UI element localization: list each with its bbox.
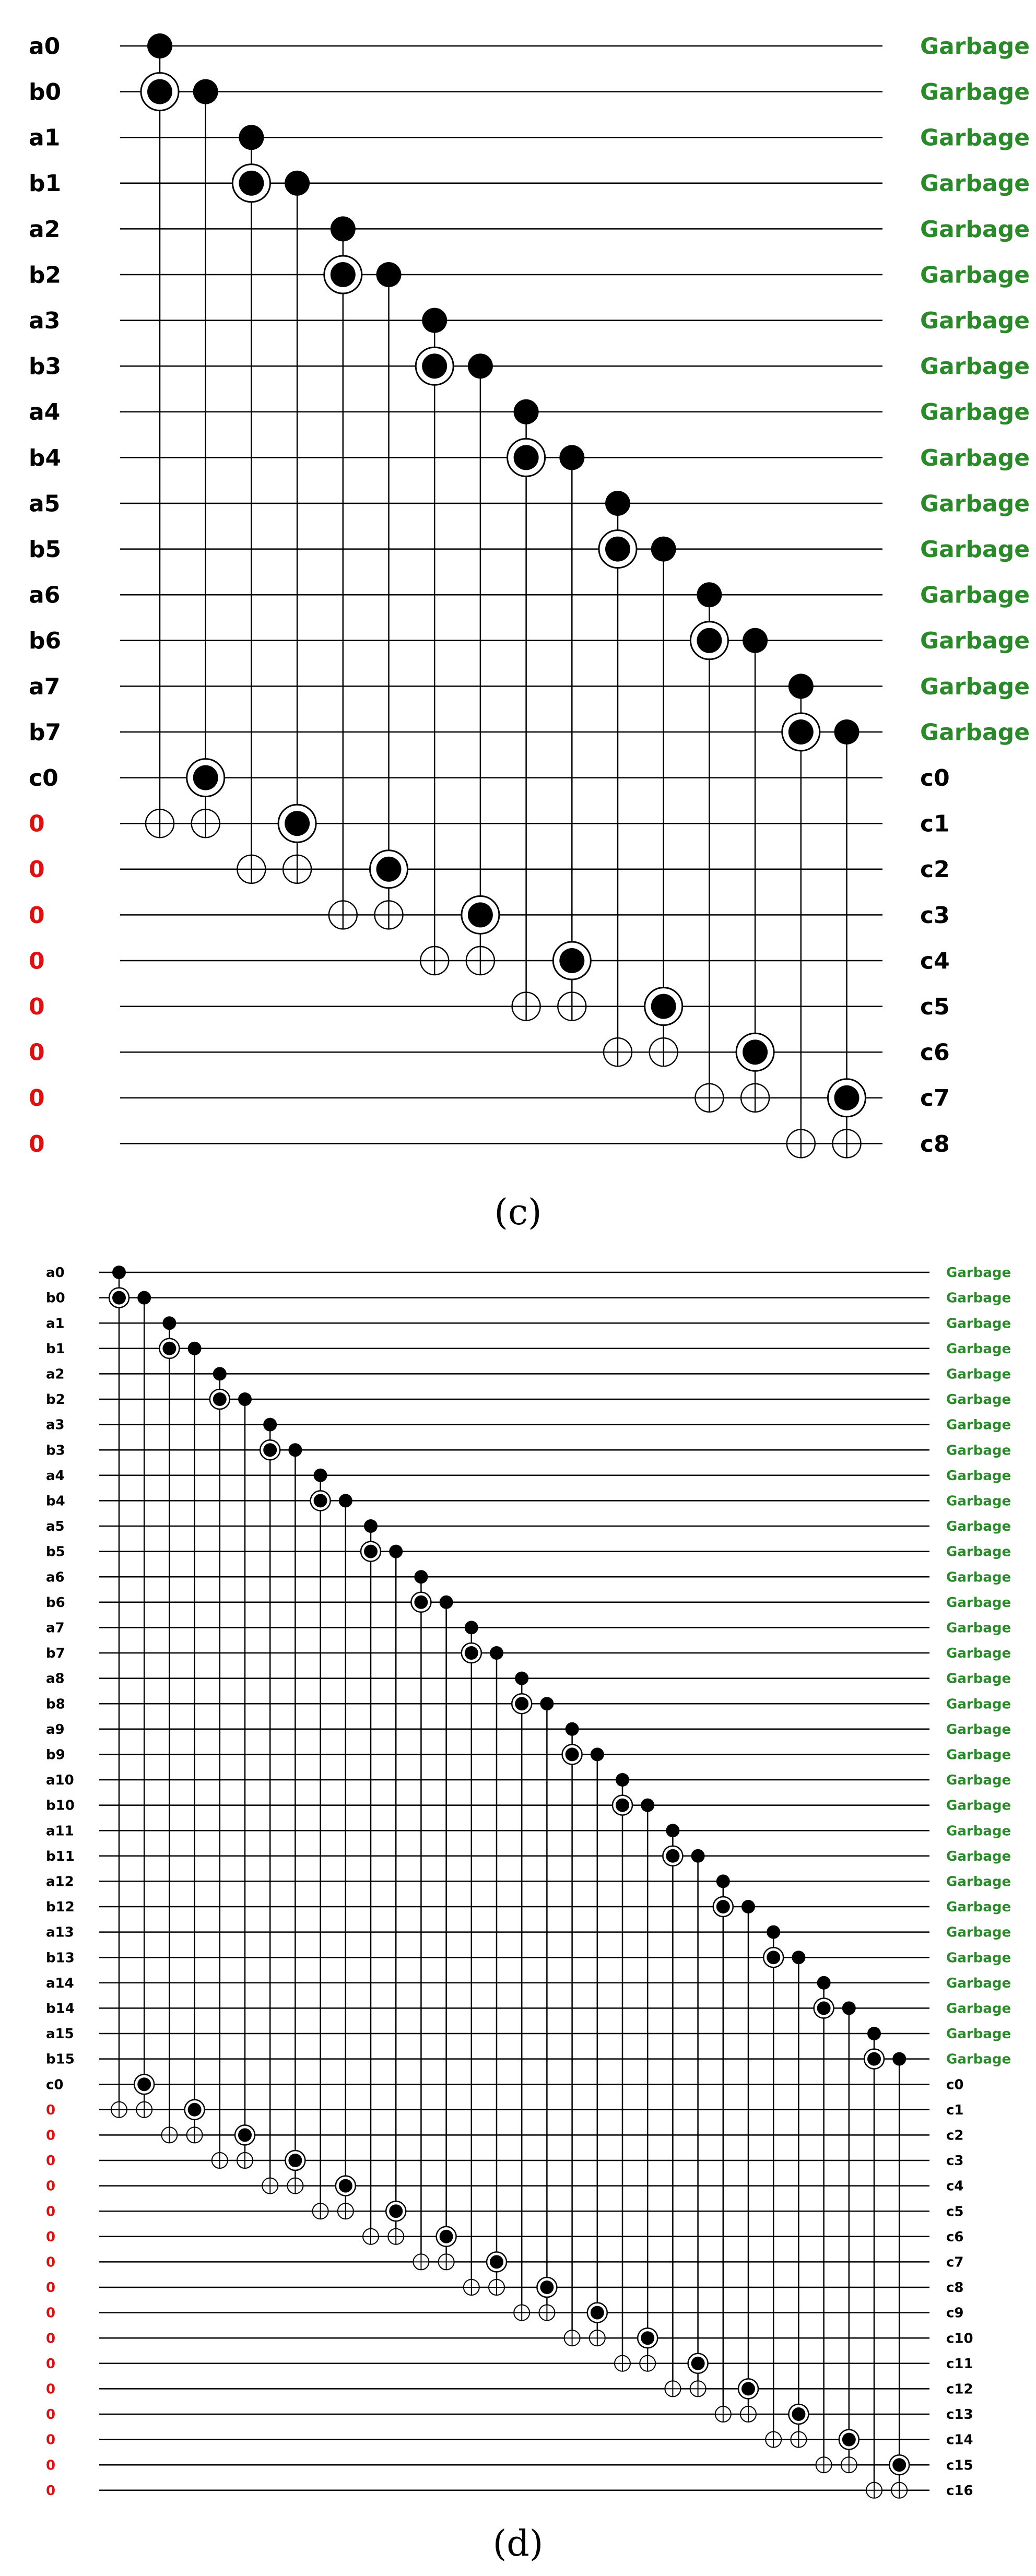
- panel-d-control-dot: [288, 1443, 302, 1457]
- panel-c-output-label: Garbage: [920, 582, 1030, 609]
- panel-d-input-label: 0: [46, 2254, 56, 2271]
- panel-d-output-label: Garbage: [946, 1316, 1011, 1332]
- panel-d-input-label: 0: [46, 2432, 56, 2448]
- panel-d-input-label: b8: [46, 1696, 65, 1712]
- panel-d-output-label: Garbage: [946, 2051, 1011, 2067]
- panel-d-input-label: b7: [46, 1646, 65, 1662]
- panel-c-input-label: 0: [29, 994, 45, 1020]
- panel-d-control-dot: [389, 2204, 403, 2218]
- panel-d-output-label: c7: [946, 2254, 964, 2271]
- panel-d-output-label: Garbage: [946, 1747, 1011, 1763]
- panel-d-output-label: c12: [946, 2381, 973, 2397]
- panel-c-input-label: b6: [29, 628, 62, 655]
- panel-d-input-label: b5: [46, 1544, 65, 1560]
- panel-c-input-label: 0: [29, 1130, 45, 1157]
- panel-d-control-dot: [641, 1799, 654, 1812]
- panel-d-output-label: c3: [946, 2153, 964, 2169]
- panel-d-input-label: a1: [46, 1316, 65, 1332]
- panel-c-input-label: 0: [29, 948, 45, 975]
- panel-c-input-label: b7: [29, 719, 62, 746]
- panel-d-control-dot: [188, 2103, 202, 2117]
- panel-c-control-dot: [285, 811, 310, 836]
- panel-c-control-dot: [651, 994, 676, 1019]
- panel-d-output-label: c9: [946, 2305, 964, 2321]
- panel-d-output-label: Garbage: [946, 2026, 1011, 2042]
- panel-c-control-dot: [605, 491, 630, 516]
- panel-c-input-label: b3: [29, 353, 62, 380]
- panel-c-output-label: Garbage: [920, 353, 1030, 380]
- panel-d-input-label: 0: [46, 2356, 56, 2372]
- panel-d-control-dot: [540, 2280, 554, 2294]
- panel-d-control-dot: [817, 2001, 831, 2015]
- panel-d-control-dot: [767, 1951, 780, 1964]
- panel-d-output-label: Garbage: [946, 1646, 1011, 1662]
- panel-d-input-label: b2: [46, 1392, 65, 1408]
- panel-c-input-label: b4: [29, 444, 62, 471]
- panel-d-control-dot: [263, 1418, 277, 1432]
- panel-d-control-dot: [213, 1367, 227, 1380]
- panel-c-control-dot: [422, 353, 447, 379]
- panel-d-output-label: Garbage: [946, 1341, 1011, 1357]
- panel-d-output-label: Garbage: [946, 1417, 1011, 1433]
- panel-d-control-dot: [238, 1392, 252, 1406]
- panel-c-input-label: c0: [29, 765, 58, 791]
- panel-d-output-label: Garbage: [946, 1899, 1011, 1916]
- panel-d-output-label: c11: [946, 2356, 973, 2372]
- panel-d-input-label: b6: [46, 1594, 65, 1611]
- panel-c-control-dot: [788, 673, 814, 699]
- panel-d-control-dot: [691, 1849, 705, 1863]
- panel-d-output-label: c6: [946, 2229, 964, 2245]
- panel-d-input-label: a8: [46, 1671, 65, 1687]
- panel-d-input-label: c0: [46, 2077, 64, 2093]
- panel-d-input-label: 0: [46, 2381, 56, 2397]
- panel-d-input-label: 0: [46, 2305, 56, 2321]
- panel-d-control-dot: [892, 2052, 906, 2066]
- panel-d-control-dot: [137, 1291, 151, 1305]
- panel-c-control-dot: [834, 719, 860, 745]
- panel-c-input-label: 0: [29, 1085, 45, 1112]
- panel-d-output-label: Garbage: [946, 1975, 1011, 1991]
- panel-d-output-label: Garbage: [946, 1823, 1011, 1839]
- panel-d-input-label: b3: [46, 1443, 65, 1459]
- panel-d-output-label: c1: [946, 2102, 964, 2118]
- panel-d-control-dot: [842, 2433, 856, 2447]
- panel-c-input-label: 0: [29, 1039, 45, 1066]
- panel-d-output-label: Garbage: [946, 1443, 1011, 1459]
- panel-c-control-dot: [147, 79, 172, 104]
- panel-c-control-dot: [559, 445, 584, 470]
- panel-c-output-label: Garbage: [920, 216, 1030, 243]
- panel-d-input-label: 0: [46, 2153, 56, 2169]
- panel-d-input-label: 0: [46, 2483, 56, 2499]
- panel-d-input-label: b1: [46, 1341, 65, 1357]
- panel-c-output-label: c3: [920, 902, 950, 929]
- panel-d-output-label: c16: [946, 2483, 973, 2499]
- panel-d-output-label: Garbage: [946, 1848, 1011, 1864]
- panel-d-control-dot: [792, 2407, 805, 2421]
- panel-d-input-label: a0: [46, 1265, 65, 1281]
- panel-c-output-label: c8: [920, 1130, 950, 1157]
- panel-d-output-label: Garbage: [946, 1874, 1011, 1890]
- panel-d-control-dot: [741, 1900, 755, 1913]
- panel-d-control-dot: [440, 2230, 453, 2243]
- panel-c-caption: (c): [494, 1192, 542, 1233]
- panel-d-control-dot: [867, 2052, 881, 2066]
- panel-d-control-dot: [314, 1494, 327, 1507]
- panel-d-control-dot: [566, 1722, 579, 1736]
- panel-c-output-label: c5: [920, 994, 950, 1020]
- panel-c-input-label: 0: [29, 902, 45, 929]
- panel-d-output-label: Garbage: [946, 1594, 1011, 1611]
- panel-d-input-label: 0: [46, 2280, 56, 2296]
- panel-d-output-label: Garbage: [946, 2001, 1011, 2017]
- panel-d-input-label: a9: [46, 1721, 65, 1738]
- panel-d-input-label: a10: [46, 1773, 74, 1789]
- panel-d-control-dot: [364, 1545, 378, 1558]
- panel-d-control-dot: [666, 1849, 679, 1863]
- panel-d-control-dot: [591, 1747, 604, 1761]
- panel-c-control-dot: [193, 765, 218, 790]
- panel-c-control-dot: [376, 262, 402, 287]
- panel-d-output-label: Garbage: [946, 1265, 1011, 1281]
- panel-d-control-dot: [339, 1494, 352, 1507]
- panel-c-input-label: b1: [29, 170, 62, 197]
- panel-d-control-dot: [389, 1545, 403, 1558]
- panel-c-output-label: c6: [920, 1039, 950, 1066]
- panel-c-control-dot: [743, 628, 768, 653]
- panel-d-input-label: a6: [46, 1569, 65, 1586]
- panel-d-output-label: Garbage: [946, 1620, 1011, 1636]
- panel-d-control-dot: [414, 1596, 428, 1609]
- panel-d-output-label: c13: [946, 2407, 973, 2423]
- panel-d-control-dot: [842, 2001, 856, 2015]
- panel-c-input-label: a3: [29, 308, 61, 334]
- panel-c-control-dot: [422, 308, 447, 333]
- panel-d-control-dot: [716, 1900, 730, 1913]
- panel-c-input-label: a7: [29, 673, 61, 700]
- panel-c-control-dot: [468, 902, 493, 927]
- panel-d-control-dot: [414, 1570, 428, 1584]
- panel-d-control-dot: [892, 2458, 906, 2472]
- panel-d-caption: (d): [492, 2523, 544, 2565]
- panel-d-circuit: [46, 1265, 1011, 2499]
- panel-d-input-label: b10: [46, 1798, 75, 1814]
- panel-d-output-label: Garbage: [946, 1366, 1011, 1382]
- panel-c-control-dot: [743, 1039, 768, 1065]
- panel-d-control-dot: [364, 1519, 378, 1533]
- panel-d-output-label: c0: [946, 2077, 964, 2093]
- panel-d-control-dot: [465, 1621, 478, 1634]
- panel-d-input-label: 0: [46, 2204, 56, 2220]
- panel-d-output-label: Garbage: [946, 1468, 1011, 1484]
- panel-d-output-label: Garbage: [946, 1671, 1011, 1687]
- panel-d-output-label: Garbage: [946, 1773, 1011, 1789]
- panel-c-output-label: c7: [920, 1085, 950, 1112]
- panel-d-input-label: b14: [46, 2001, 75, 2017]
- panel-d-input-label: a4: [46, 1468, 65, 1484]
- panel-d-input-label: a2: [46, 1366, 65, 1382]
- panel-c-circuit: [29, 33, 1030, 1157]
- panel-d-input-label: 0: [46, 2102, 56, 2118]
- panel-c-output-label: Garbage: [920, 490, 1030, 517]
- panel-d-control-dot: [490, 1646, 503, 1660]
- panel-d-input-label: b15: [46, 2051, 75, 2067]
- panel-c-control-dot: [331, 216, 356, 241]
- panel-c-input-label: b0: [29, 79, 62, 105]
- panel-c-input-label: b5: [29, 536, 62, 563]
- panel-d-input-label: 0: [46, 2128, 56, 2144]
- panel-d-control-dot: [112, 1291, 126, 1305]
- panel-d-control-dot: [515, 1697, 528, 1710]
- panel-c-output-label: Garbage: [920, 673, 1030, 700]
- panel-d-input-label: a5: [46, 1519, 65, 1535]
- panel-c-output-label: c4: [920, 948, 950, 975]
- panel-d-output-label: c15: [946, 2457, 973, 2474]
- panel-d-output-label: Garbage: [946, 1493, 1011, 1509]
- panel-d-control-dot: [666, 1824, 679, 1837]
- panel-d-control-dot: [741, 2382, 755, 2395]
- panel-c-control-dot: [651, 537, 676, 562]
- panel-d-control-dot: [339, 2179, 352, 2193]
- panel-d-input-label: a13: [46, 1924, 74, 1941]
- panel-d-output-label: Garbage: [946, 1696, 1011, 1712]
- panel-d-output-label: Garbage: [946, 1290, 1011, 1306]
- panel-d-control-dot: [162, 1316, 176, 1330]
- panel-c-control-dot: [285, 171, 310, 196]
- panel-c-output-label: Garbage: [920, 170, 1030, 197]
- panel-c-control-dot: [834, 1085, 860, 1110]
- panel-d-control-dot: [616, 1773, 629, 1787]
- panel-c-control-dot: [147, 33, 172, 58]
- panel-d-control-dot: [616, 1799, 629, 1812]
- panel-d-input-label: 0: [46, 2331, 56, 2347]
- panel-d-input-label: 0: [46, 2229, 56, 2245]
- panel-c-input-label: a6: [29, 582, 61, 609]
- panel-d-control-dot: [440, 1596, 453, 1609]
- panel-c-output-label: Garbage: [920, 308, 1030, 334]
- panel-d-input-label: b0: [46, 1290, 65, 1306]
- panel-d-input-label: a11: [46, 1823, 74, 1839]
- panel-d-output-label: c14: [946, 2432, 973, 2448]
- panel-c-output-label: Garbage: [920, 444, 1030, 471]
- panel-d-output-label: Garbage: [946, 1544, 1011, 1560]
- panel-d-control-dot: [817, 1976, 831, 1990]
- panel-d-control-dot: [162, 1342, 176, 1355]
- panel-d-control-dot: [767, 1925, 780, 1939]
- panel-d-input-label: b11: [46, 1848, 75, 1864]
- panel-d-output-label: Garbage: [946, 1519, 1011, 1535]
- panel-d-control-dot: [112, 1266, 126, 1279]
- panel-c-control-dot: [559, 948, 584, 973]
- panel-d-control-dot: [465, 1646, 478, 1660]
- panel-d-output-label: c4: [946, 2178, 964, 2194]
- panel-c-output-label: Garbage: [920, 719, 1030, 746]
- panel-d-control-dot: [515, 1672, 528, 1685]
- panel-d-input-label: a15: [46, 2026, 74, 2042]
- panel-d-output-label: c8: [946, 2280, 964, 2296]
- panel-d-output-label: c5: [946, 2204, 964, 2220]
- panel-d-control-dot: [691, 2357, 705, 2370]
- panel-d-input-label: a14: [46, 1975, 74, 1991]
- panel-d-input-label: 0: [46, 2407, 56, 2423]
- panel-d-output-label: c10: [946, 2331, 973, 2347]
- panel-c-input-label: a1: [29, 124, 61, 151]
- panel-d-control-dot: [716, 1874, 730, 1888]
- panel-c-output-label: c0: [920, 765, 950, 791]
- panel-c-control-dot: [376, 857, 402, 882]
- panel-c-input-label: a0: [29, 33, 61, 60]
- panel-c-control-dot: [697, 582, 722, 607]
- panel-d-control-dot: [867, 2027, 881, 2040]
- panel-d-output-label: Garbage: [946, 1569, 1011, 1586]
- panel-c-input-label: a5: [29, 490, 61, 517]
- panel-c-output-label: Garbage: [920, 33, 1030, 60]
- panel-d-control-dot: [213, 1392, 227, 1406]
- panel-c-control-dot: [605, 537, 630, 562]
- panel-c-input-label: a4: [29, 399, 61, 426]
- panel-c-control-dot: [468, 353, 493, 379]
- panel-c-output-label: Garbage: [920, 628, 1030, 655]
- panel-d-control-dot: [490, 2255, 503, 2268]
- panel-c-control-dot: [697, 628, 722, 653]
- panel-c-control-dot: [193, 79, 218, 104]
- panel-c-output-label: Garbage: [920, 262, 1030, 289]
- panel-d-input-label: b13: [46, 1950, 75, 1966]
- panel-c-output-label: Garbage: [920, 399, 1030, 426]
- panel-d-control-dot: [137, 2077, 151, 2091]
- panel-d-control-dot: [263, 1443, 277, 1457]
- panel-d-output-label: Garbage: [946, 1392, 1011, 1408]
- panel-d-control-dot: [641, 2331, 654, 2345]
- panel-c-control-dot: [514, 399, 539, 424]
- panel-d-control-dot: [591, 2306, 604, 2320]
- panel-d-output-label: Garbage: [946, 1924, 1011, 1941]
- panel-d-control-dot: [238, 2128, 252, 2142]
- panel-d-input-label: 0: [46, 2457, 56, 2474]
- panel-d-output-label: c2: [946, 2128, 964, 2144]
- panel-c-control-dot: [331, 262, 356, 287]
- panel-c-output-label: Garbage: [920, 79, 1030, 105]
- panel-d-output-label: Garbage: [946, 1950, 1011, 1966]
- panel-d-control-dot: [188, 1342, 202, 1355]
- panel-d-output-label: Garbage: [946, 1721, 1011, 1738]
- panel-d-control-dot: [566, 1747, 579, 1761]
- panel-c-input-label: 0: [29, 856, 45, 883]
- panel-d-input-label: b9: [46, 1747, 65, 1763]
- panel-d-control-dot: [288, 2154, 302, 2167]
- panel-d-output-label: Garbage: [946, 1798, 1011, 1814]
- panel-d-control-dot: [540, 1697, 554, 1710]
- panel-c-input-label: 0: [29, 810, 45, 837]
- panel-c-control-dot: [239, 171, 264, 196]
- panel-c-input-label: a2: [29, 216, 61, 243]
- panel-c-output-label: Garbage: [920, 124, 1030, 151]
- panel-c-output-label: c1: [920, 810, 950, 837]
- panel-c-control-dot: [514, 445, 539, 470]
- panel-d-input-label: a3: [46, 1417, 65, 1433]
- panel-c-input-label: b2: [29, 262, 62, 289]
- panel-d-control-dot: [792, 1951, 805, 1964]
- panel-d-control-dot: [314, 1469, 327, 1482]
- panel-c-output-label: Garbage: [920, 536, 1030, 563]
- panel-d-input-label: b12: [46, 1899, 75, 1916]
- panel-d-input-label: b4: [46, 1493, 65, 1509]
- panel-c-control-dot: [239, 125, 264, 150]
- panel-d-input-label: 0: [46, 2178, 56, 2194]
- panel-d-input-label: a7: [46, 1620, 65, 1636]
- panel-c-control-dot: [788, 719, 814, 745]
- panel-d-input-label: a12: [46, 1874, 74, 1890]
- panel-c-output-label: c2: [920, 856, 950, 883]
